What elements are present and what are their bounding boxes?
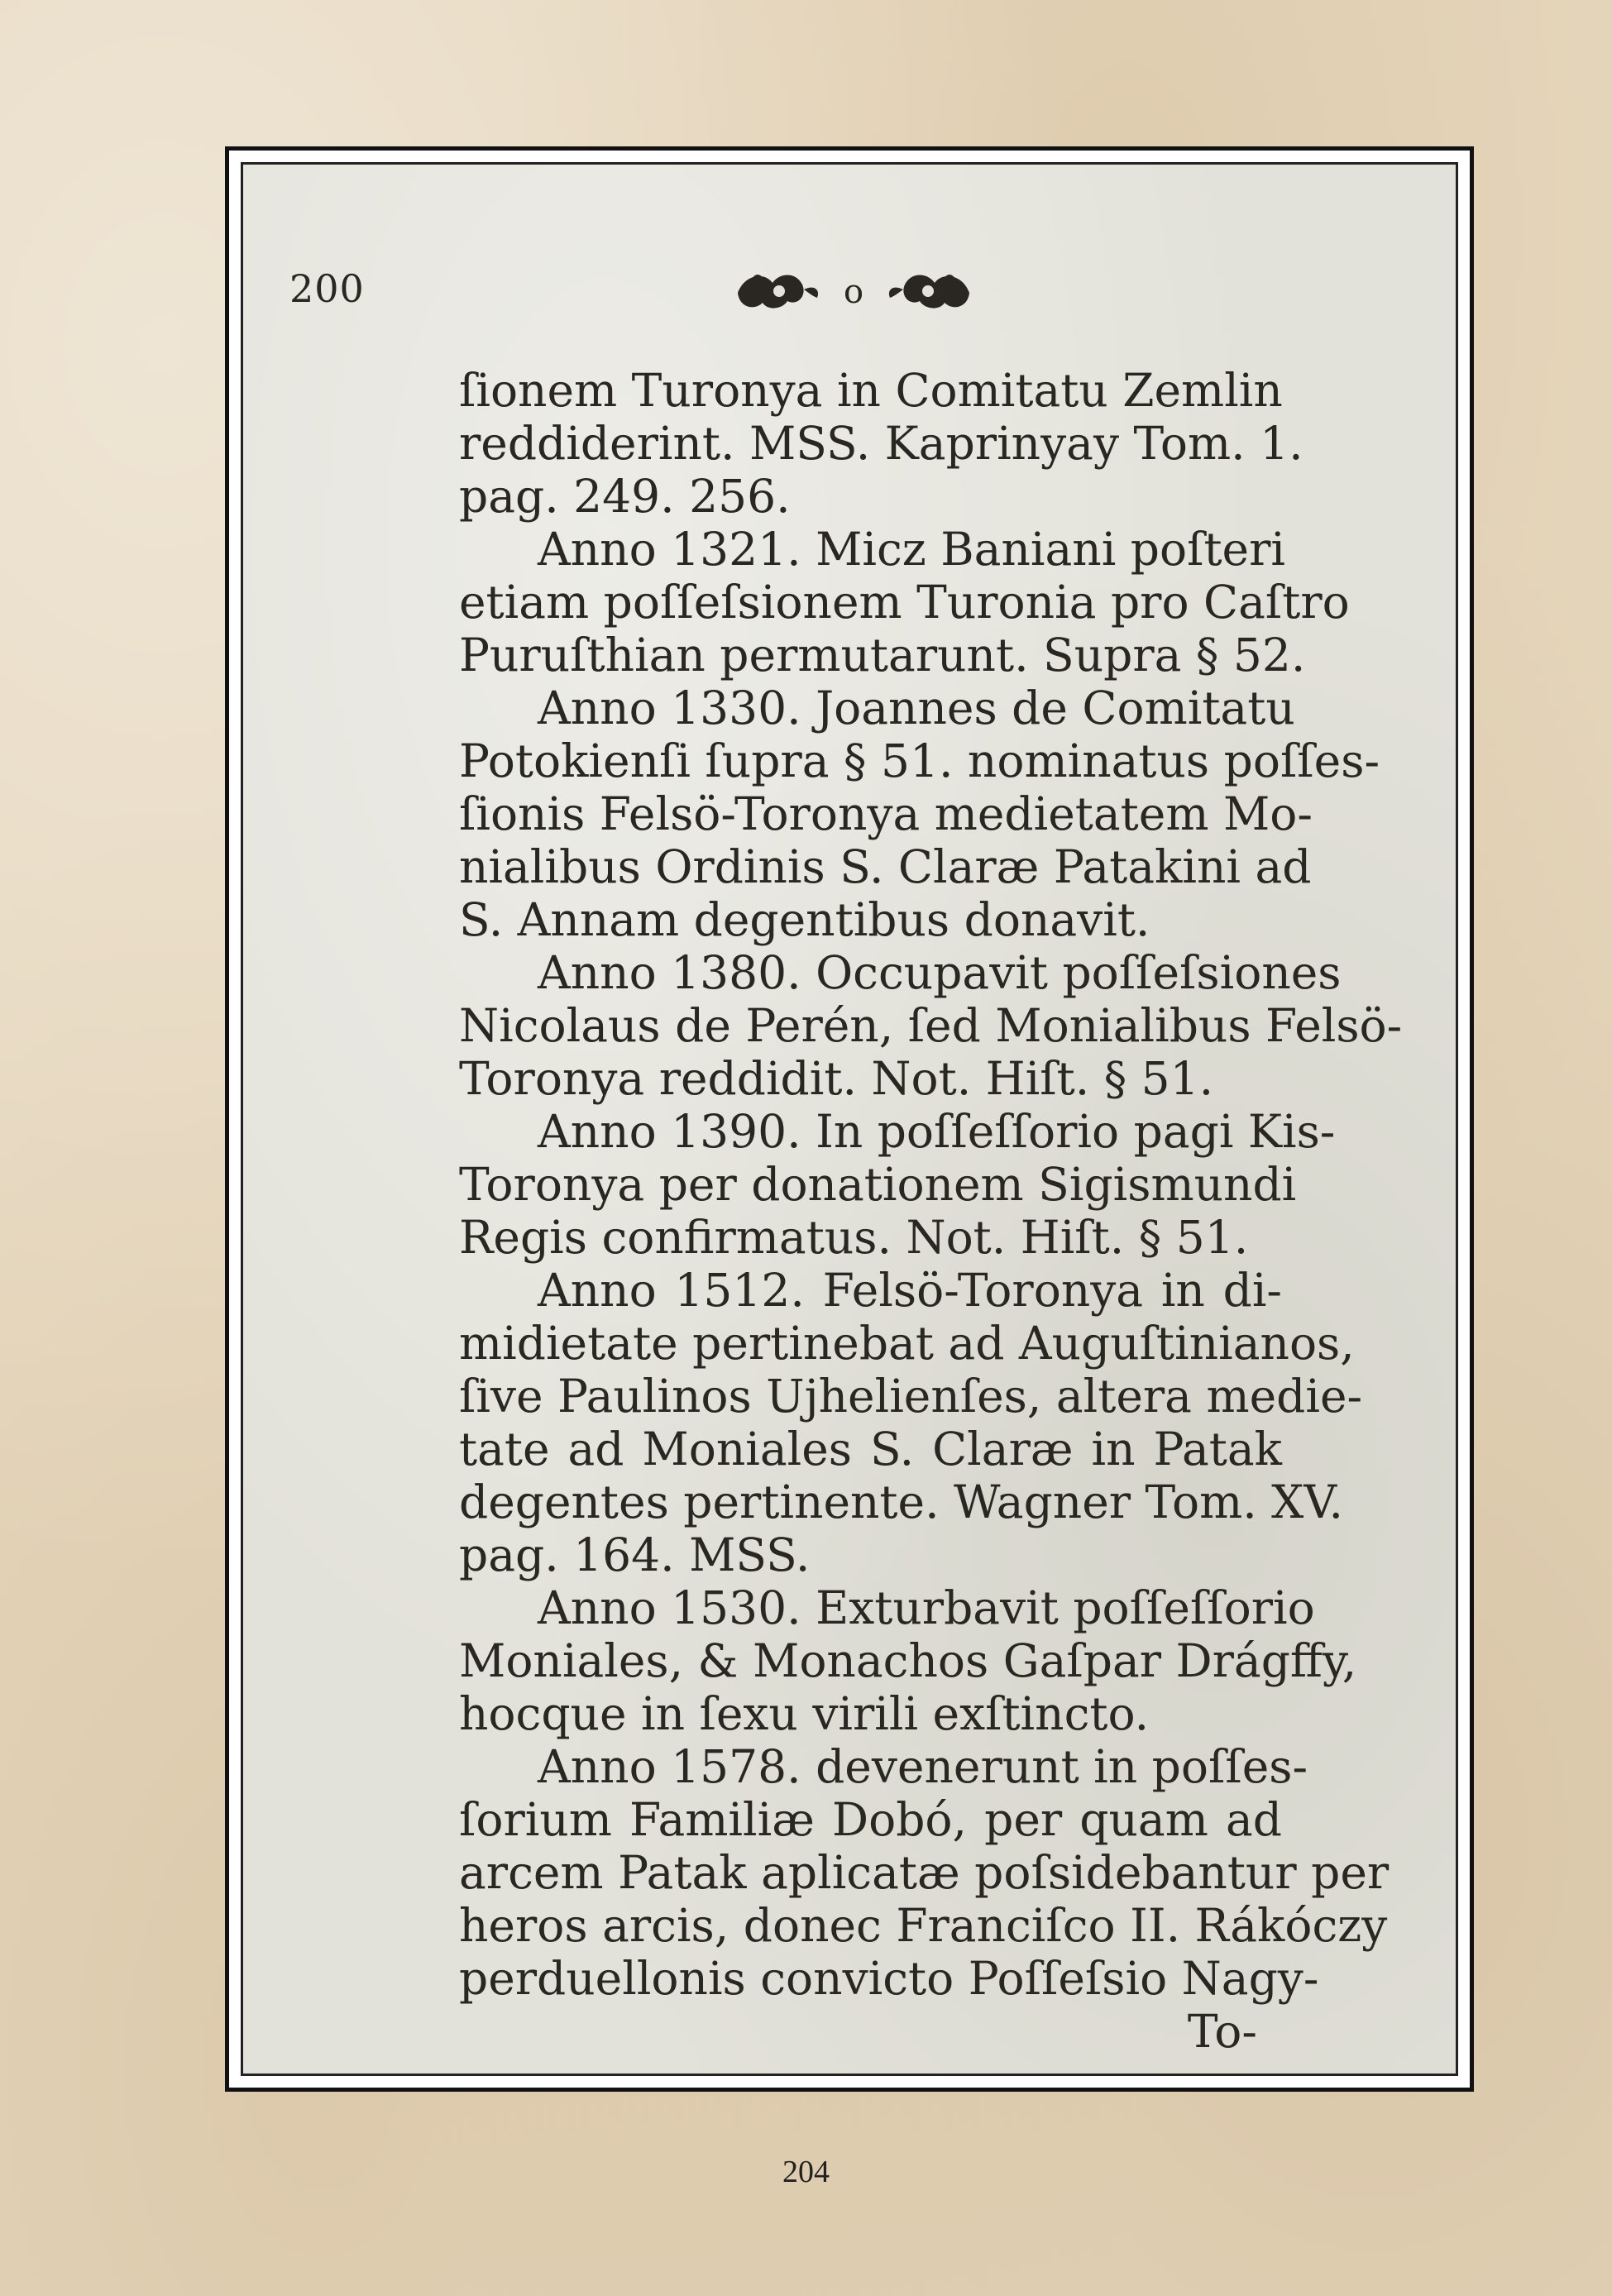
left-flourish-icon [738,275,818,309]
text-line: Toronya per donationem Sigismundi [459,1158,1297,1211]
text-line: nialibus Ordinis S. Claræ Patakini ad [459,840,1312,893]
text-line: Anno 1321. Micz Baniani poſteri [538,523,1285,576]
text-line: Anno 1512. Felsö-Toronya in di- [538,1264,1282,1317]
text-line: Toronya reddidit. Not. Hiſt. § 51. [459,1052,1214,1105]
text-line: reddiderint. MSS. Kaprinyay Tom. 1. [459,417,1303,470]
text-line: ſionis Felsö-Toronya medietatem Mo- [459,787,1313,840]
text-line: perduellonis convicto Poſſeſsio Nagy- [459,1952,1319,2005]
text-line: pag. 249. 256. [459,470,791,523]
text-line: Anno 1390. In poſſeſſorio pagi Kis- [538,1105,1336,1158]
text-line: ſive Paulinos Ujhelienſes, altera medie- [459,1370,1363,1423]
text-line: Anno 1578. devenerunt in poſſes- [538,1740,1308,1793]
right-flourish-icon [889,275,969,309]
text-line: hocque in ſexu virili exſtincto. [459,1687,1150,1740]
text-line: Moniales, & Monachos Gaſpar Drágffy, [459,1634,1357,1687]
text-line: Potokienſi ſupra § 51. nominatus poſſes- [459,734,1380,787]
text-line: S. Annam degentibus donavit. [459,893,1150,946]
text-line: degentes pertinente. Wagner Tom. XV. [459,1476,1343,1528]
text-line: etiam poſſeſsionem Turonia pro Caſtro [459,576,1350,629]
header-page-number: 200 [289,266,365,311]
header-ornament [721,260,986,318]
text-line: Anno 1530. Exturbavit poſſeſſorio [538,1581,1315,1634]
text-line: Puruſthian permutarunt. Supra § 52. [459,629,1306,682]
footer-page-number: 204 [782,2155,830,2189]
text-line: pag. 164. MSS. [459,1528,811,1581]
page-text [459,364,1403,2058]
text-line: tate ad Moniales S. Claræ in Patak [459,1423,1282,1476]
text-line: ſionem Turonya in Comitatu Zemlin [459,364,1283,417]
text-line: Anno 1330. Joannes de Comitatu [538,682,1295,734]
text-line: arcem Patak aplicatæ poſsidebantur per [459,1846,1390,1899]
ornament-center-letter: o [843,273,864,311]
text-line: ſorium Familiæ Dobó, per quam ad [459,1793,1282,1846]
text-line: Regis confirmatus. Not. Hiſt. § 51. [459,1211,1249,1264]
text-line: midietate pertinebat ad Auguſtinianos, [459,1317,1355,1370]
catchword: To- [1187,2005,1257,2058]
text-line: Anno 1380. Occupavit poſſeſsiones [538,946,1342,999]
text-line: Nicolaus de Perén, ſed Monialibus Felsö- [459,999,1403,1052]
text-line: heros arcis, donec Franciſco II. Rákóczy [459,1899,1388,1952]
